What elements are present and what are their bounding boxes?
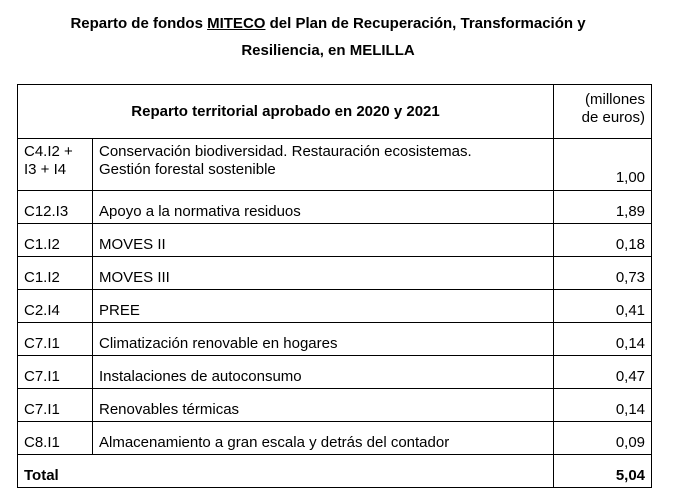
row-code — [18, 139, 93, 191]
row-amount: 1,89 — [554, 191, 652, 224]
title-line-1 — [0, 10, 656, 37]
title-line-2: Resiliencia, en MELILLA — [241, 42, 415, 59]
table-row — [18, 139, 652, 191]
row-description: MOVES III — [93, 257, 554, 290]
table-row — [18, 191, 652, 224]
row-description: Almacenamiento a gran escala y detrás del contador — [93, 422, 554, 455]
unit-line-1: (millones — [585, 91, 646, 108]
table-row — [18, 323, 652, 356]
title-suffix: del Plan de Recuperación, Transformación y — [265, 15, 586, 32]
row-code: C1.I2 — [18, 224, 93, 257]
row-code: C8.I1 — [18, 422, 93, 455]
row-code-line-2: I3 + I4 — [24, 161, 67, 178]
title-miteco: MITECO — [207, 15, 266, 32]
row-description: Apoyo a la normativa residuos — [93, 191, 554, 224]
table-row — [18, 422, 652, 455]
row-description: Climatización renovable en hogares — [93, 323, 554, 356]
row-description: Instalaciones de autoconsumo — [93, 356, 554, 389]
row-description: Renovables térmicas — [93, 389, 554, 422]
table-row — [18, 356, 652, 389]
row-desc-line-1: Conservación biodiversidad. Restauración ecosistemas. — [99, 143, 472, 160]
row-code: C1.I2 — [18, 257, 93, 290]
row-amount: 0,73 — [554, 257, 652, 290]
row-code: C7.I1 — [18, 323, 93, 356]
row-amount: 0,14 — [554, 323, 652, 356]
title-prefix: Reparto de fondos — [70, 15, 208, 32]
table-row — [18, 224, 652, 257]
table-row — [18, 290, 652, 323]
table-header-row — [18, 85, 652, 139]
document-title — [0, 10, 656, 64]
row-amount: 0,09 — [554, 422, 652, 455]
row-amount: 1,00 — [554, 139, 652, 191]
funds-table — [17, 84, 652, 488]
row-code: C7.I1 — [18, 356, 93, 389]
row-amount: 0,18 — [554, 224, 652, 257]
row-amount: 0,47 — [554, 356, 652, 389]
total-row — [18, 455, 652, 488]
row-code: C7.I1 — [18, 389, 93, 422]
table-row — [18, 257, 652, 290]
row-code-line-1: C4.I2 + — [24, 143, 73, 160]
row-code: C12.I3 — [18, 191, 93, 224]
row-desc-line-2: Gestión forestal sostenible — [99, 161, 276, 178]
row-description: MOVES II — [93, 224, 554, 257]
row-code: C2.I4 — [18, 290, 93, 323]
unit-line-2: de euros) — [581, 109, 646, 126]
row-amount: 0,14 — [554, 389, 652, 422]
unit-header — [554, 85, 652, 139]
total-amount: 5,04 — [554, 455, 652, 488]
row-amount: 0,41 — [554, 290, 652, 323]
row-description — [93, 139, 554, 191]
header-label: Reparto territorial aprobado en 2020 y 2021 — [18, 85, 554, 139]
table-row — [18, 389, 652, 422]
row-description: PREE — [93, 290, 554, 323]
total-label: Total — [18, 455, 554, 488]
